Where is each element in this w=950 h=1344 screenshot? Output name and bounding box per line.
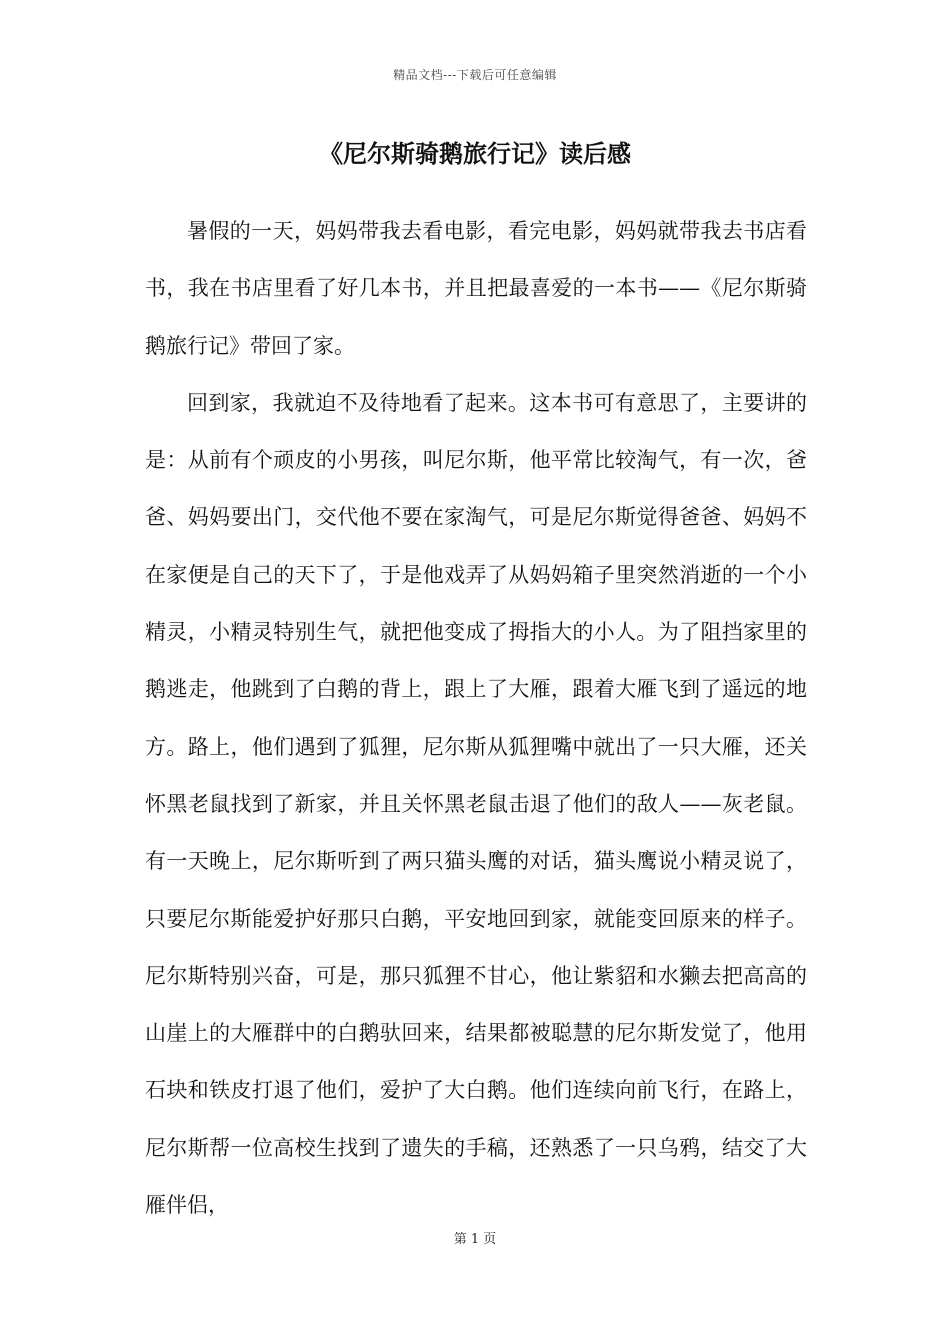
page-header: 精品文档---下载后可任意编辑 xyxy=(393,68,557,82)
document-title: 《尼尔斯骑鹅旅行记》读后感 xyxy=(319,139,631,168)
document-body xyxy=(145,203,807,1234)
page-number: 第 1 页 xyxy=(453,1232,497,1247)
paragraph: 暑假的一天，妈妈带我去看电影，看完电影，妈妈就带我去书店看书，我在书店里看了好几本书，并且把最喜爱的一本书——《尼尔斯骑鹅旅行记》带回了家。 xyxy=(145,219,807,358)
paragraph: 回到家，我就迫不及待地看了起来。这本书可有意思了，主要讲的是：从前有个顽皮的小男孩，叫尼尔斯，他平常比较淘气，有一次，爸爸、妈妈要出门，交代他不要在家淘气，可是尼尔斯觉得爸爸、妈妈不在家便是自己的天下了，于是他戏弄了从妈妈箱子里突然消逝的一个小精灵，小精灵特别生气，就把他变成了拇指大的小人。为了阻挡家里的鹅逃走，他跳到了白鹅的背上，跟上了大雁，跟着大雁飞到了遥远的地方。路上，他们遇到了狐狸，尼尔斯从狐狸嘴中就出了一只大雁，还关怀黑老鼠找到了新家，并且关怀黑老鼠击退了他们的敌人——灰老鼠。有一天晚上，尼尔斯听到了两只猫头鹰的对话，猫头鹰说小精灵说了，只要尼尔斯能爱护好那只白鹅，平安地回到家，就能变回原来的样子。尼尔斯特别兴奋，可是，那只狐狸不甘心，他让紫貂和水獭去把高高的山崖上的大雁群中的白鹅驮回来，结果都被聪慧的尼尔斯发觉了，他用石块和铁皮打退了他们，爱护了大白鹅。他们连续向前飞行，在路上，尼尔斯帮一位高校生找到了遗失的手稿，还熟悉了一只乌鸦，结交了大雁伴侣， xyxy=(145,390,807,1218)
